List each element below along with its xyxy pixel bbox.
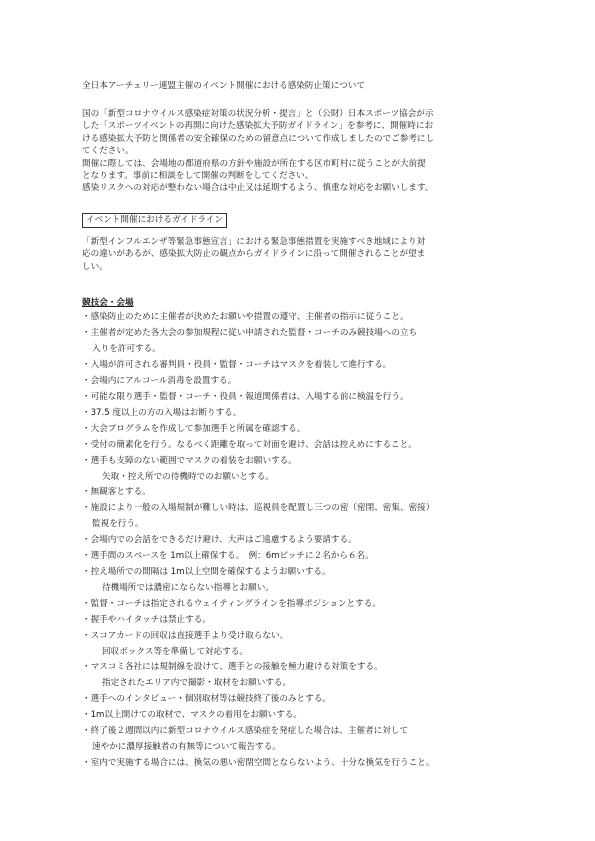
list-item: ・可能な限り選手・監督・コーチ・役員・報道関係者は、入場する前に検温を行う。 xyxy=(82,392,409,402)
list-item: ・監督・コーチは指定されるウェイティングラインを指導ポジションとする。 xyxy=(82,598,381,609)
intro-line: した「スポーツイベントの再開に向けた感染拡大予防ガイドライン」を参考に、開催時にお xyxy=(82,121,434,132)
list-item: ・会場内にアルコール消毒を設置する。 xyxy=(82,376,237,387)
list-item: ・スコアカードの回収は直接選手より受け取らない。 xyxy=(82,630,289,641)
intro-line: となります。事前に相談をして開催の判断をしてください。 xyxy=(82,171,314,182)
list-item: 監視を行う。 xyxy=(92,519,144,530)
list-item: 矢取・控え所での待機時でのお願いとする。 xyxy=(102,471,274,482)
guideline-box-label: イベント開催におけるガイドライン xyxy=(82,213,227,228)
list-item: ・37.5 度以上の方の入場はお断りする。 xyxy=(82,407,242,418)
list-item: ・室内で実施する場合には、換気の悪い密閉空間とならないよう、十分な換気を行うこと。 xyxy=(82,757,435,768)
guideline-paragraph xyxy=(82,236,514,273)
rules-list xyxy=(82,310,514,771)
list-item: ・握手やハイタッチは禁止する。 xyxy=(82,614,211,625)
list-item: ・選手間のスペースを 1m以上確保する。 例：6mピッチに２名から６名。 xyxy=(82,551,374,562)
list-item: ・入場が許可される審判員・役員・監督・コーチはマスクを着装して進行する。 xyxy=(82,360,392,371)
intro-line: 感染リスクへの対応が整わない場合は中止又は延期するよう、慎重な対応をお願いします。 xyxy=(82,183,434,194)
list-item: ・選手へのインタビュー・個別取材等は競技終了後のみとする。 xyxy=(82,694,331,705)
document-title: 全日本アーチェリー連盟主催のイベント開催における感染防止策について xyxy=(82,81,365,91)
intro-paragraph xyxy=(82,108,514,195)
list-item: ・感染防止のために主催者が決めたお願いや措置の遵守、主催者の指示に従うこと。 xyxy=(82,312,409,323)
list-item: ・控え場所での間隔は 1m以上空間を確保するようお願いする。 xyxy=(82,566,331,577)
list-item: 速やかに濃厚接触者の有無等について報告する。 xyxy=(92,741,281,752)
document-page xyxy=(82,78,514,772)
list-item: ・受付の簡素化を行う。なるべく距離を取って対面を避け、会話は控えめにすること。 xyxy=(82,439,417,450)
list-item: 待機場所では濃密にならない指導とお願い。 xyxy=(102,582,274,593)
list-item: ・大会プログラムを作成して参加選手と所属を確認する。 xyxy=(82,423,306,434)
guideline-line: 応の違いがあるが、感染拡大防止の観点からガイドラインに沿って開催されることが望ま xyxy=(82,249,426,260)
list-item: 指定されたエリア内で撮影・取材をお願いする。 xyxy=(102,678,292,689)
intro-line: 国の「新型コロナウイルス感染症対策の状況分析・提言」と（公財）日本スポーツ協会が示 xyxy=(82,109,434,119)
list-item: 回収ボックス等を準備して対応する。 xyxy=(102,646,249,657)
intro-line: ける感染拡大予防と関係者の安全確保のための留意点について作成しましたのでご参考にし xyxy=(82,133,435,144)
list-item: ・選手も支障のない範囲でマスクの着装をお願いする。 xyxy=(82,455,297,466)
list-item: ・施設により一般の入場規制が難しい時は、巡視員を配置し三つの密（密閉、密集、密接） xyxy=(82,503,435,514)
list-item: ・会場内での会話をできるだけ避け、大声はご遠慮するよう要請する。 xyxy=(82,535,357,546)
list-item: ・1m以上開けての取材で、マスクの着用をお願いする。 xyxy=(82,710,302,721)
list-item: ・無観客とする。 xyxy=(82,487,151,498)
list-item: ・終了後２週間以内に新型コロナウイルス感染症を発症した場合は、主催者に対して xyxy=(82,726,409,737)
list-item: ・主催者が定めた各大会の参加規程に従い申請された監督・コーチのみ競技場への立ち xyxy=(82,328,418,339)
section-heading: 競技会・会場 xyxy=(82,298,134,309)
intro-line: てください。 xyxy=(82,146,134,157)
guideline-line: しい。 xyxy=(82,261,108,272)
intro-line: 開催に際しては、会場地の都道府県の方針や施設が所在する区市町村に従うことが大前提 xyxy=(82,158,426,169)
guideline-line: 「新型インフルエンザ等緊急事態宣言」における緊急事態措置を実施すべき地域により対 xyxy=(82,236,426,247)
list-item: ・マスコミ各社には規制線を設けて、選手との接触を極力避ける対策をする。 xyxy=(82,662,383,673)
list-item: 入りを許可する。 xyxy=(92,344,161,355)
